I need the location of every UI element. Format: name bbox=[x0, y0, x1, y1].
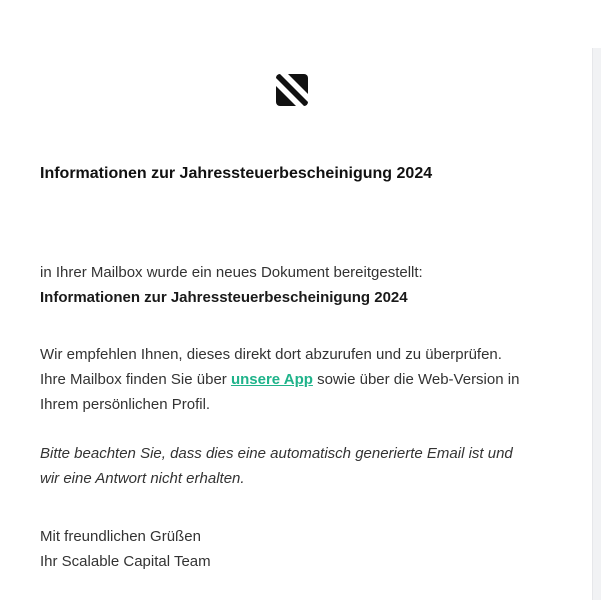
profile-line: Ihrem persönlichen Profil. bbox=[40, 396, 211, 413]
signature-block bbox=[40, 524, 211, 574]
email-top-band bbox=[0, 0, 601, 48]
scalable-capital-logo-icon bbox=[276, 74, 308, 106]
email-heading: Informationen zur Jahressteuerbescheinigung 2024 bbox=[40, 165, 433, 182]
app-link[interactable]: unsere App bbox=[230, 371, 313, 388]
recommend-line: Wir empfehlen Ihnen, dieses direkt dort abzurufen und zu überprüfen. bbox=[40, 346, 502, 363]
automated-notice bbox=[40, 441, 513, 491]
notice-line-1: Bitte beachten Sie, dass dies eine automatisch generierte Email ist und bbox=[40, 445, 513, 462]
notice-line-2: wir eine Antwort nicht erhalten. bbox=[40, 470, 245, 487]
mailbox-paragraph bbox=[40, 342, 519, 417]
signature-line: Ihr Scalable Capital Team bbox=[40, 553, 211, 570]
document-title: Informationen zur Jahressteuerbescheinigung 2024 bbox=[40, 289, 408, 306]
intro-line: in Ihrer Mailbox wurde ein neues Dokument bereitgestellt: bbox=[40, 264, 423, 281]
mailbox-text-after-link: sowie über die Web-Version in bbox=[312, 371, 520, 388]
intro-paragraph bbox=[40, 260, 423, 310]
mailbox-text-before-link: Ihre Mailbox finden Sie über bbox=[40, 371, 231, 388]
closing-line: Mit freundlichen Grüßen bbox=[40, 528, 201, 545]
right-scroll-strip bbox=[592, 48, 601, 600]
